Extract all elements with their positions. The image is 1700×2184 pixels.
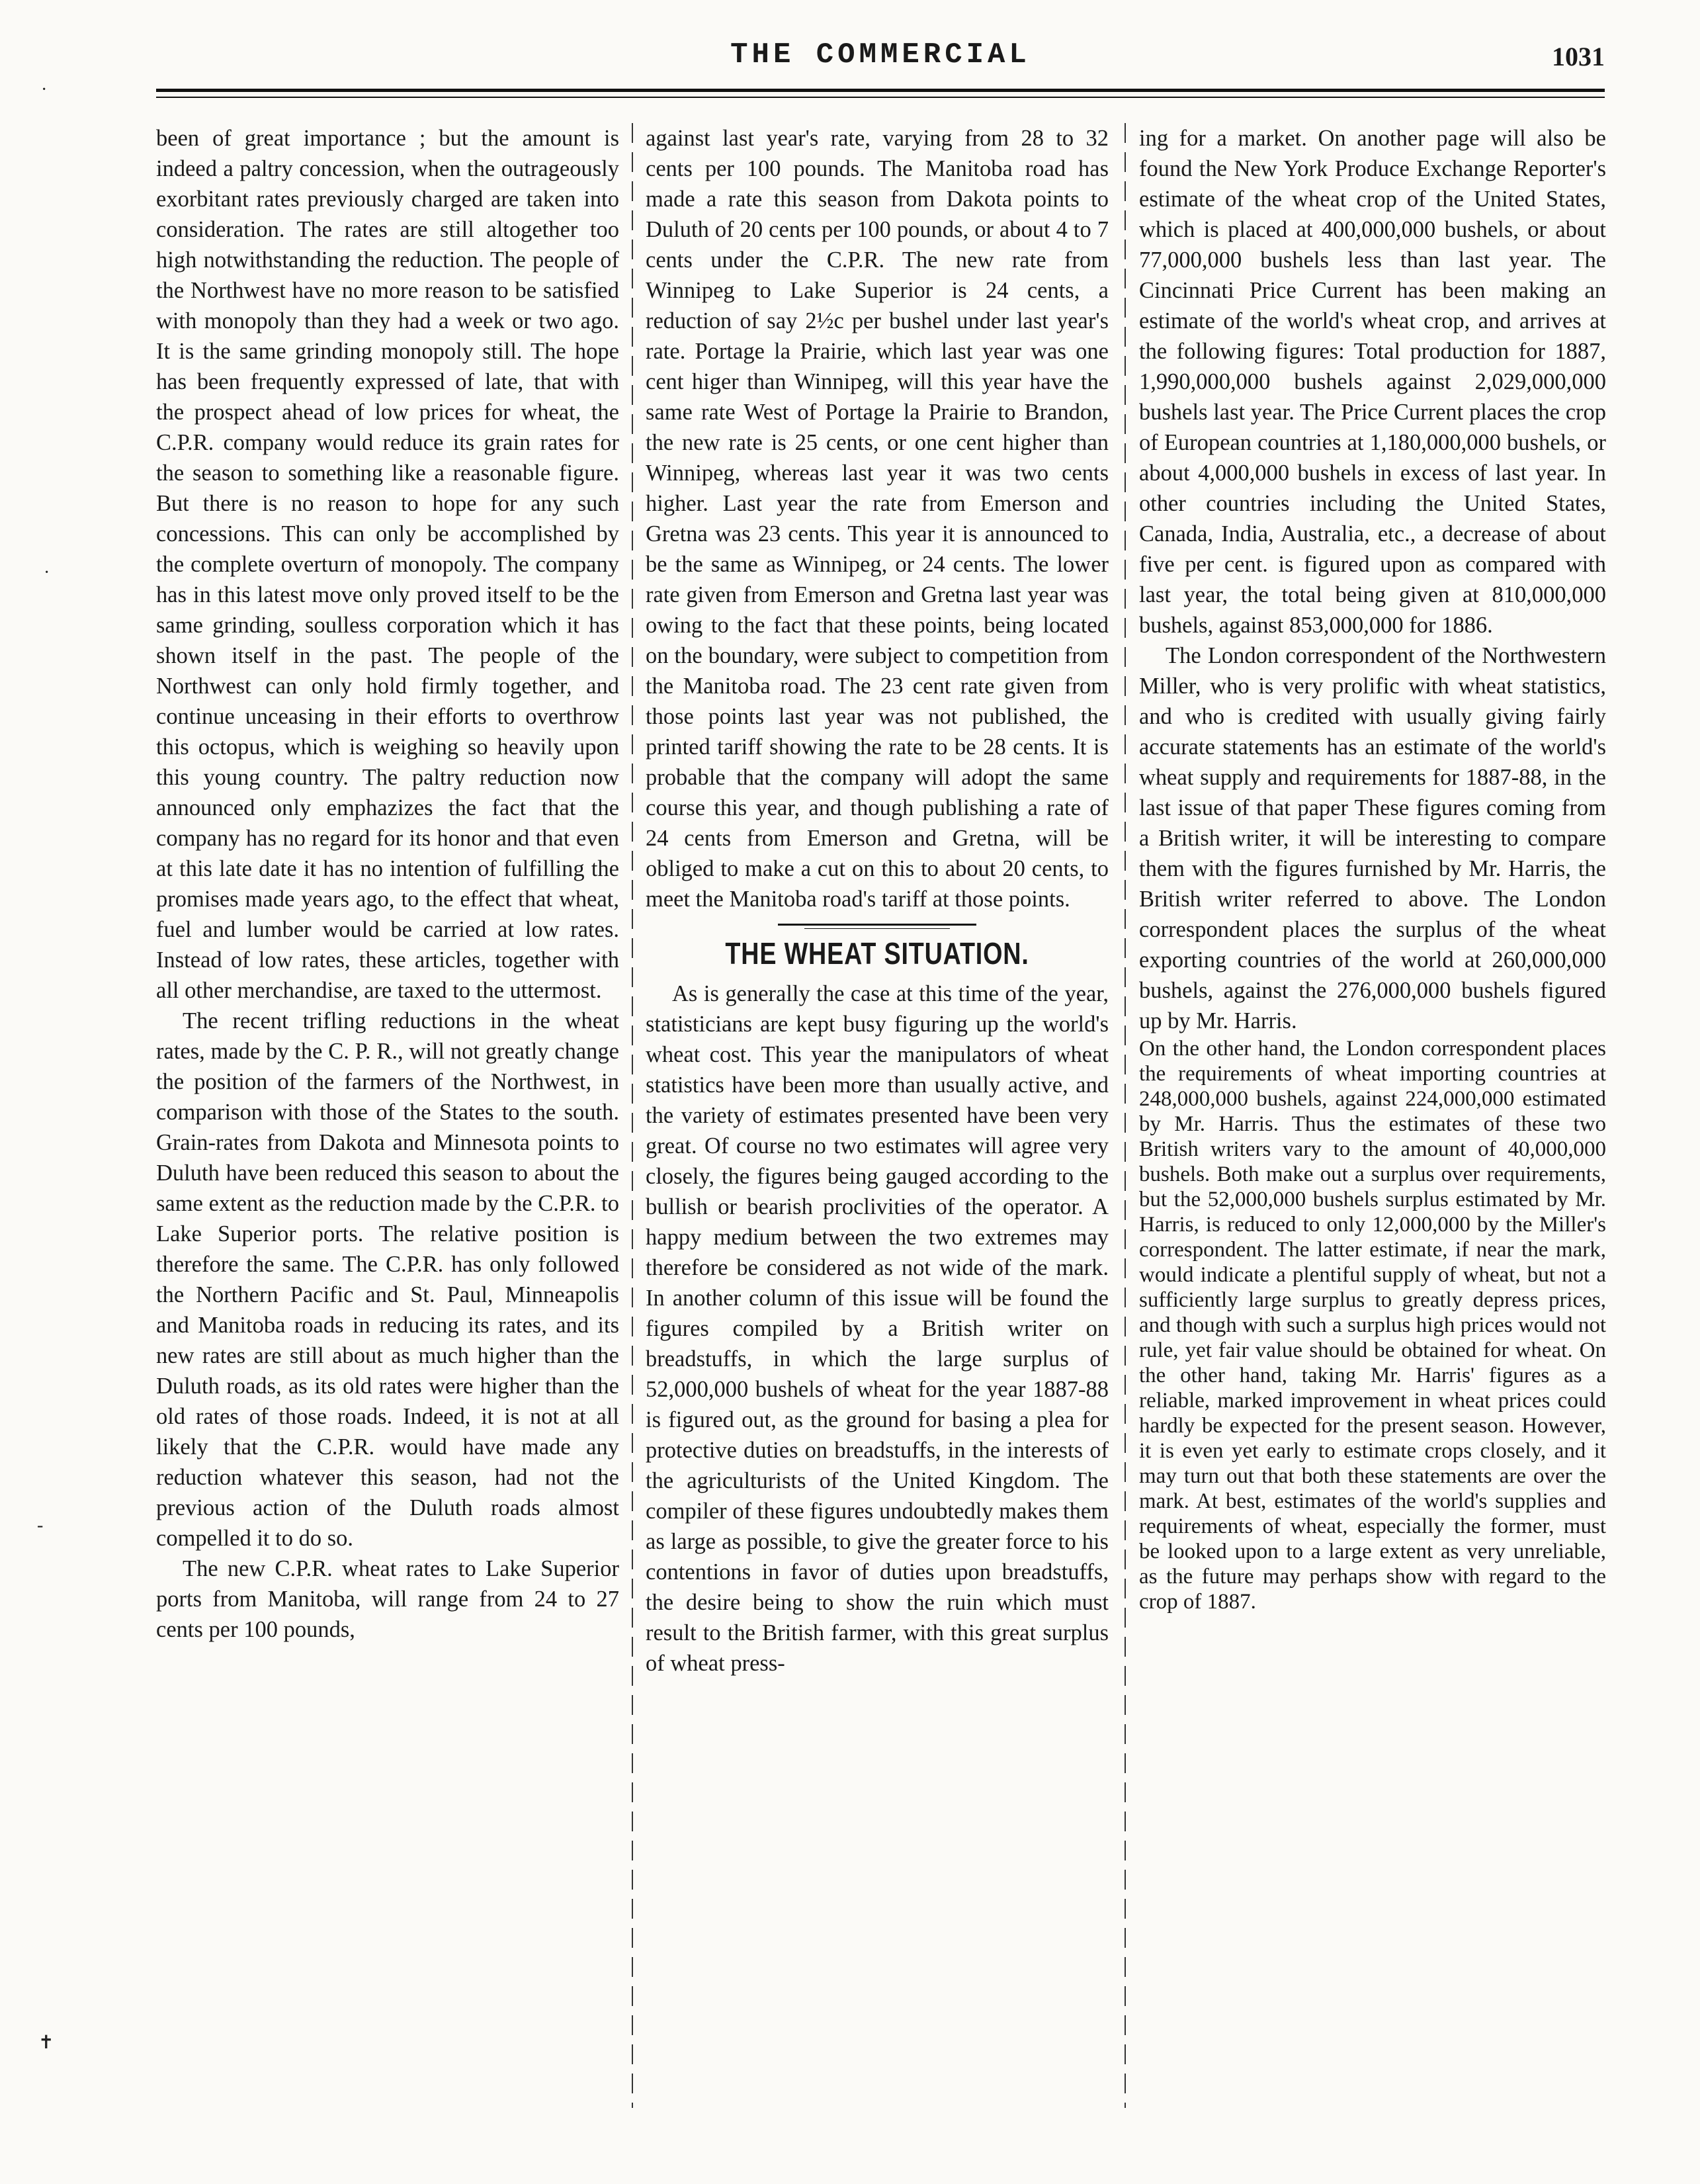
paragraph: against last year's rate, varying from 28 to 32 cents per 100 pounds. The Manitoba road has made a rate this season from Dakota points to Duluth of 20 cents per 100 pounds, or about 4 to 7 cents under the C.P.R. The new rate from Winnipeg to Lake Superior is 24 cents, a reduction of say 2½c per bushel under last year's rate. Portage la Prairie, which last year was one cent higer than Winnipeg, will this year have the same rate West of Portage la Prairie to Brandon, the new rate is 25 cents, or one cent higher than Winnipeg, whereas last year it was two cents higher. Last year the rate from Emerson and Gretna was 23 cents. This year it is announced to be the same as Winnipeg, or 24 cents. The lower rate given from Emerson and Gretna last year was owing to the fact that these points, being located on the boundary, were subject to competition from the Manitoba road. The 23 cent rate given from those points last year was not published, the printed tariff showing the rate to be 28 cents. It is probable that the company will adopt the same course this year, and though publishing a rate of 24 cents from Emerson and Gretna, will be obliged to make a cut on this to about 20 cents, to meet the Manitoba road's tariff at those points. [646, 126, 1109, 912]
header-rule-thick [156, 89, 1605, 92]
article-heading-block [646, 924, 1109, 972]
newspaper-title: THE COMMERCIAL [730, 38, 1031, 71]
margin-speck: · [41, 79, 48, 100]
page-number: 1031 [1552, 42, 1605, 71]
heading-rule [778, 924, 976, 926]
header-rule-thin [156, 97, 1605, 98]
margin-speck: · [44, 562, 50, 583]
column-3 [1139, 123, 1606, 1614]
column-2 [646, 123, 1109, 1679]
paragraph: On the other hand, the London correspondent places the requirements of wheat importing countries at 248,000,000 bushels, against 224,000,000 estimated by Mr. Harris. Thus the estimates of these two British writers vary to the amount of 40,000,000 bushels. Both make out a surplus over requirements, but the 52,000,000 bushels surplus estimated by Mr. Harris, is reduced to only 12,000,000 by the Miller's correspondent. The latter estimate, if near the mark, would indicate a plentiful supply of wheat, but not a sufficiently large surplus to greatly depress prices, and though with such a surplus high prices would not rule, yet fair value should be obtained for wheat. On the other hand, taking Mr. Harris' figures as a reliable, marked improvement in wheat prices could hardly be expected for the present season. However, it is even yet early to estimate crops closely, and it may turn out that both these statements are over the mark. At best, estimates of the world's supplies and requirements of wheat, especially the former, must be looked upon to a large extent as very unreliable, as the future may perhaps show with regard to the crop of 1887. [1139, 1037, 1606, 1614]
heading-rule [804, 928, 950, 929]
paragraph: ing for a market. On another page will also be found the New York Produce Exchange Reporter's estimate of the wheat crop of the United States, which is placed at 400,000,000 bushels, or about 77,000,000 bushels less than last year. The Cincinnati Price Current has been making an estimate of the world's wheat crop, and arrives at the following figures: Total production for 1887, 1,990,000,000 bushels against 2,029,000,000 bushels last year. The Price Current places the crop of European countries at 1,180,000,000 bushels, or about 4,000,000 bushels in excess of last year. In other countries including the United States, Canada, India, Australia, etc., a decrease of about five per cent. is figured upon as compared with last year, the total being given at 810,000,000 bushels, against 853,000,000 for 1886. [1139, 126, 1606, 638]
column-1 [156, 123, 619, 1645]
margin-speck: ‐ [37, 1515, 44, 1536]
paragraph: As is generally the case at this time of the year, statisticians are kept busy figuring up the world's wheat cost. This year the manipulators of wheat statistics have been more than usually active, and the variety of estimates presented have been very great. Of course no two estimates will agree very closely, the figures being gauged according to the bullish or bearish proclivities of the operator. A happy medium between the two extremes may therefore be considered as not wide of the mark. In another column of this issue will be found the figures compiled by a British writer on breadstuffs, in which the large surplus of 52,000,000 bushels of wheat for the year 1887-88 is figured out, as the ground for basing a plea for protective duties on breadstuffs, in the interests of the agriculturists of the United Kingdom. The compiler of these figures undoubtedly makes them as large as possible, to give the greater force to his contentions in favor of duties upon breadstuffs, the desire being to show the ruin which must result to the British farmer, with this great surplus of wheat press- [646, 981, 1109, 1676]
margin-speck: ✝ [38, 2032, 54, 2053]
paragraph: The London correspondent of the Northwestern Miller, who is very prolific with wheat statistics, and who is credited with usually giving fairly accurate statements has an estimate of the world's wheat supply and requirements for 1887-88, in the last issue of that paper These figures coming from a British writer, it will be interesting to compare them with the figures furnished by Mr. Harris, the British writer referred to above. The London correspondent places the surplus of the wheat exporting countries of the world at 260,000,000 bushels, against the 276,000,000 bushels figured up by Mr. Harris. [1139, 643, 1606, 1033]
article-headline: THE WHEAT SITUATION. [725, 936, 1029, 971]
masthead [156, 34, 1605, 81]
paragraph: The new C.P.R. wheat rates to Lake Superior ports from Manitoba, will range from 24 to 27 cents per 100 pounds, [156, 1556, 619, 1642]
column-divider [1125, 123, 1126, 2108]
paragraph: The recent trifling reductions in the wheat rates, made by the C. P. R., will not greatly change the position of the farmers of the Northwest, in comparison with those of the States to the south. Grain-rates from Dakota and Minnesota points to Duluth have been reduced this season to about the same extent as the reduction made by the C.P.R. to Lake Superior ports. The relative position is therefore the same. The C.P.R. has only followed the Northern Pacific and St. Paul, Minneapolis and Manitoba roads in reducing its rates, and its new rates are still about as much higher than the Duluth roads, as its old rates were higher than the old rates of those roads. Indeed, it is not at all likely that the C.P.R. would have made any reduction whatever this season, had not the previous action of the Duluth roads almost compelled it to do so. [156, 1008, 619, 1551]
paragraph: been of great importance ; but the amount is indeed a paltry concession, when the outrageously exorbitant rates previously charged are taken into consideration. The rates are still altogether too high notwithstanding the reduction. The people of the Northwest have no more reason to be satisfied with monopoly than they had a week or two ago. It is the same grinding monopoly still. The hope has been frequently expressed of late, that with the prospect ahead of low prices for wheat, the C.P.R. company would reduce its grain rates for the season to something like a reasonable figure. But there is no reason to hope for any such concessions. This can only be accomplished by the complete overturn of monopoly. The company has in this latest move only proved itself to be the same grinding, soulless corporation which it has shown itself in the past. The people of the Northwest can only hold firmly together, and continue unceasing in their efforts to overthrow this octopus, which is weighing so heavily upon this young country. The paltry reduction now announced only emphazizes the fact that the company has no regard for its honor and that even at this late date it has no intention of fulfilling the promises made years ago, to the effect that wheat, fuel and lumber would be carried at low rates. Instead of low rates, these articles, together with all other merchandise, are taxed to the uttermost. [156, 126, 619, 1003]
column-divider [632, 123, 633, 2108]
